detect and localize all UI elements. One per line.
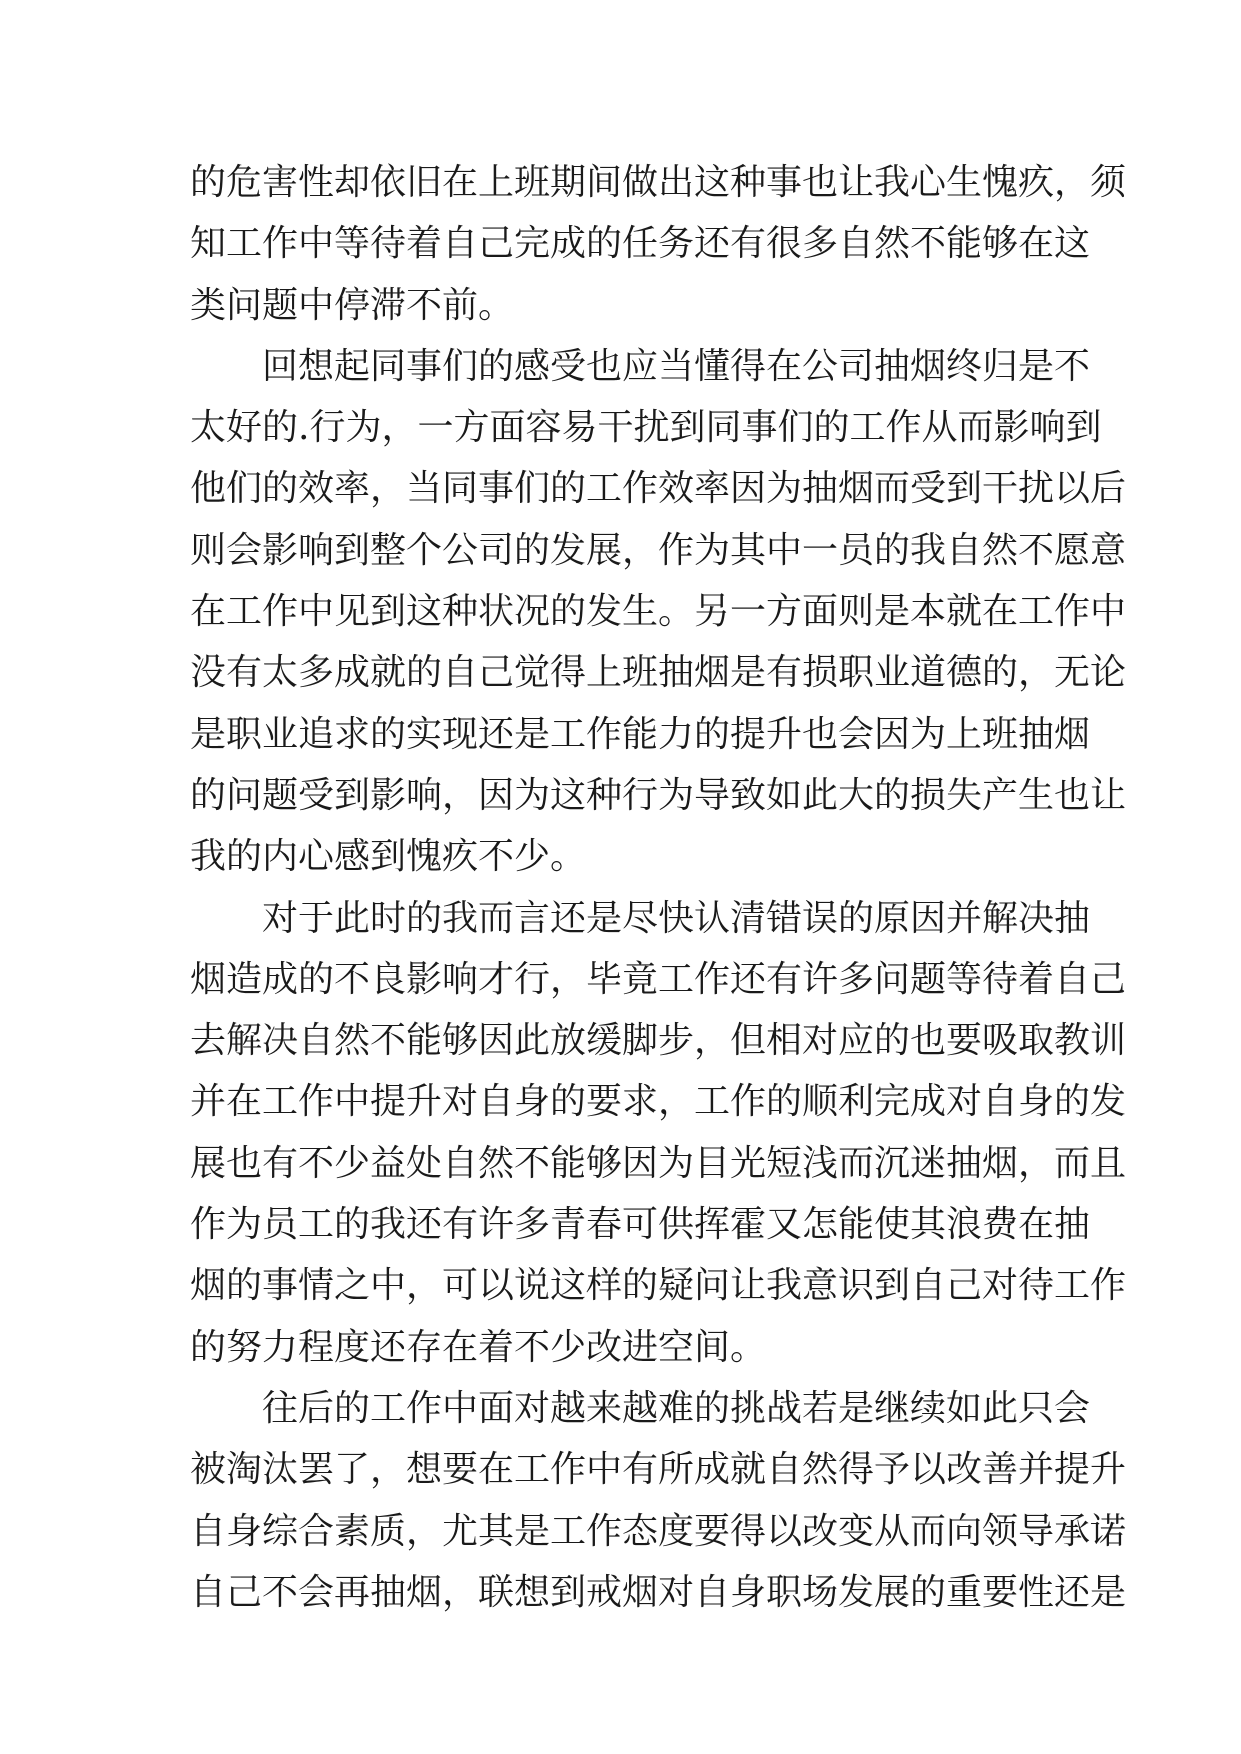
text-line: 烟的事情之中，可以说这样的疑问让我意识到自己对待工作 bbox=[190, 1265, 1127, 1307]
text-line: 太好的.行为，一方面容易干扰到同事们的工作从而影响到 bbox=[190, 407, 1102, 449]
text-line: 知工作中等待着自己完成的任务还有很多自然不能够在这 bbox=[190, 223, 1091, 265]
text-line: 并在工作中提升对自身的要求，工作的顺利完成对自身的发 bbox=[190, 1081, 1127, 1123]
text-line: 的危害性却依旧在上班期间做出这种事也让我心生愧疚，须 bbox=[190, 162, 1127, 203]
text-line: 对于此时的我而言还是尽快认清错误的原因并解决抽 bbox=[262, 897, 1091, 939]
text-line: 自己不会再抽烟，联想到戒烟对自身职场发展的重要性还是 bbox=[190, 1571, 1127, 1613]
text-line: 展也有不少益处自然不能够因为目光短浅而沉迷抽烟，而且 bbox=[190, 1142, 1127, 1184]
text-line: 是职业追求的实现还是工作能力的提升也会因为上班抽烟 bbox=[190, 713, 1091, 755]
text-line: 烟造成的不良影响才行，毕竟工作还有许多问题等待着自己 bbox=[190, 958, 1127, 1000]
text-line: 的问题受到影响，因为这种行为导致如此大的损失产生也让 bbox=[190, 774, 1127, 816]
text-line: 回想起同事们的感受也应当懂得在公司抽烟终归是不 bbox=[262, 345, 1091, 387]
text-line: 作为员工的我还有许多青春可供挥霍又怎能使其浪费在抽 bbox=[190, 1204, 1091, 1246]
text-line: 则会影响到整个公司的发展，作为其中一员的我自然不愿意 bbox=[190, 529, 1127, 571]
body-text bbox=[190, 152, 1127, 1623]
text-line: 在工作中见到这种状况的发生。另一方面则是本就在工作中 bbox=[190, 591, 1127, 633]
text-line: 我的内心感到愧疚不少。 bbox=[190, 836, 587, 878]
text-line: 他们的效率，当同事们的工作效率因为抽烟而受到干扰以后 bbox=[190, 468, 1127, 510]
text-line: 去解决自然不能够因此放缓脚步，但相对应的也要吸取教训 bbox=[190, 1020, 1127, 1062]
text-line: 没有太多成就的自己觉得上班抽烟是有损职业道德的，无论 bbox=[190, 652, 1127, 694]
text-line: 类问题中停滞不前。 bbox=[190, 284, 515, 326]
text-line: 往后的工作中面对越来越难的挑战若是继续如此只会 bbox=[262, 1387, 1091, 1429]
text-line: 自身综合素质，尤其是工作态度要得以改变从而向领导承诺 bbox=[190, 1510, 1127, 1552]
text-line: 的努力程度还存在着不少改进空间。 bbox=[190, 1326, 767, 1368]
text-line: 被淘汰罢了，想要在工作中有所成就自然得予以改善并提升 bbox=[190, 1449, 1127, 1491]
